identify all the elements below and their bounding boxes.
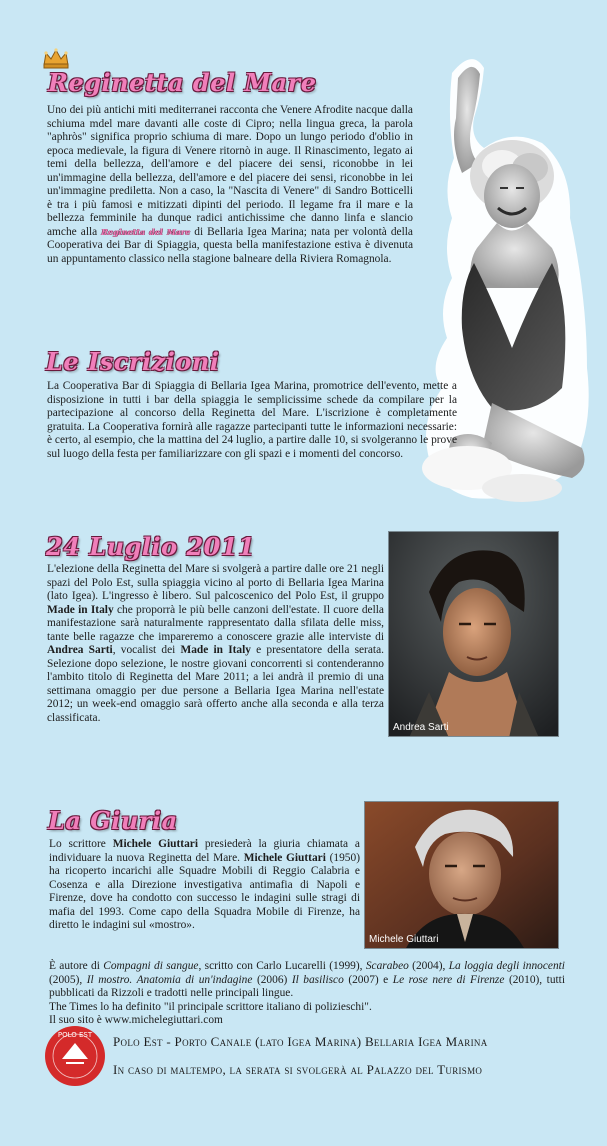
footer-rain-notice: In caso di maltempo, la serata si svolgerà al Palazzo del Turismo — [113, 1062, 483, 1077]
website-line: Il suo sito è www.michelegiuttari.com — [49, 1014, 223, 1026]
logo-text: POLO EST — [57, 1031, 93, 1039]
photo-caption-andrea: Andrea Sarti — [393, 722, 449, 733]
portrait-man-image — [389, 532, 559, 737]
portrait-writer-image — [365, 802, 559, 949]
section-title-giuria: La Giuria — [48, 806, 178, 835]
section-text-date: L'elezione della Reginetta del Mare si svolgerà a partire dalle ore 21 negli spazi del Polo Est, sulla spiaggia vicino al porto di Bellaria Igea Marina (lato Igea). L'ingresso è libero. Sul palcoscenico del Polo Est, il gruppo Made in Italy che proporrà le più belle canzoni dell'estate. Il cuore della manifestazione sarà naturalmente rappresentato dalla sfilata delle miss, tante belle ragazze che impareremo a conoscere grazie alle interviste di Andrea Sarti, vocalist dei Made in Italy e presentatore della serata. Selezione dopo selezione, le nostre giovani concorrenti si contenderanno l'ambito titolo di Reginetta del Mare 2011; a lei andrà il premio di una settimana omaggio per due persone a Bellaria Igea Marina nell'estate 2012; un week-end omaggio sarà offerto anche alla seconda e alla terza classificata. — [47, 563, 384, 724]
crown-icon — [42, 47, 70, 69]
michele-giuttari-photo — [364, 801, 559, 949]
andrea-sarti-photo — [388, 531, 559, 737]
section-title-reginetta: Reginetta del Mare — [48, 68, 317, 97]
section-text-reginetta: Uno dei più antichi miti mediterranei racconta che Venere Afrodite nacque dalla schiuma mdel mare davanti alle coste di Cipro; nella lingua greca, la parola "aphròs" significa proprio schiuma di mare. Dopo un lungo periodo d'oblio in epoca medievale, la figura di Venere ritornò in auge. Il Rinascimento, legato ai temi della bellezza, dell'amore e del piacere dei sensi, riconobbe in lei un'immagine della bellezza, dell'amore e del piacere dei sensi, riconobbe in lei un'immagine prediletta. Non a caso, la "Nascita di Venere" di Sandro Botticelli è tra i più famosi e mitizzati dipinti del periodo. Il legame fra il mare e la bellezza femminile ha dunque radici antichissime che danno linfa e slancio amche alla Reginetta del Mare di Bellaria Igea Marina; nata per volontà della Cooperativa dei Bar di Spiaggia, questa bella manifestazione estiva è divenuta un appuntamento classico nella stagione balneare della Riviera Romagnola. — [47, 104, 413, 265]
inline-title-reginetta: Reginetta del Mare — [101, 226, 191, 237]
section-text-giuria-bibliography: È autore di Compagni di sangue, scritto con Carlo Lucarelli (1999), Scarabeo (2004), La loggia degli innocenti (2005), Il mostro. Anatomia di un'indagine (2006) Il basilisco (2007) e Le rose nere di Firenze (2010), tutti pubblicati da Rizzoli e tradotti nelle principali lingue. The Times lo ha definito "il principale scrittore italiano di polizieschi". Il suo sito è www.michelegiuttari.com — [49, 960, 566, 1026]
section-text-iscrizioni: La Cooperativa Bar di Spiaggia di Bellaria Igea Marina, promotrice dell'evento, mette a disposizione in tutti i bar della spiaggia le semplicissime schede da compilare per la partecipazione al concorso della Reginetta del Mare. L'iscrizione è completamente gratuita. La Cooperativa fornirà alle ragazze partecipanti tutte le informazioni necessarie: è certo, al esempio, che la mattina del 24 luglio, a partire dalle 10, si svolgeranno le prove sul luogo della festa per familiarizzare con gli spazi e i momenti del concorso. — [47, 380, 457, 460]
footer-location: Polo Est - Porto Canale (lato Igea Marina) Bellaria Igea Marina — [113, 1034, 488, 1049]
polo-est-logo — [44, 1025, 106, 1087]
section-title-date: 24 Luglio 2011 — [46, 532, 256, 561]
section-text-giuria: Lo scrittore Michele Giuttari presiederà la giuria chiamata a individuare la nuova Reginetta del Mare. Michele Giuttari (1950) ha ricoperto incarichi alle Squadre Mobili di Reggio Calabria e Cosenza e alla Direzione investigativa antimafia di Napoli e Firenze, dove ha condotto con successo le indagini sulle stragi di mafia del 1993. Come capo della Squadra Mobile di Firenze, ha diretto le indagini sul «mostro». — [49, 838, 360, 931]
section-title-iscrizioni: Le Iscrizioni — [46, 347, 220, 376]
photo-caption-michele: Michele Giuttari — [369, 934, 439, 945]
times-quote: The Times lo ha definito "il principale scrittore italiano di polizieschi". — [49, 1000, 372, 1013]
